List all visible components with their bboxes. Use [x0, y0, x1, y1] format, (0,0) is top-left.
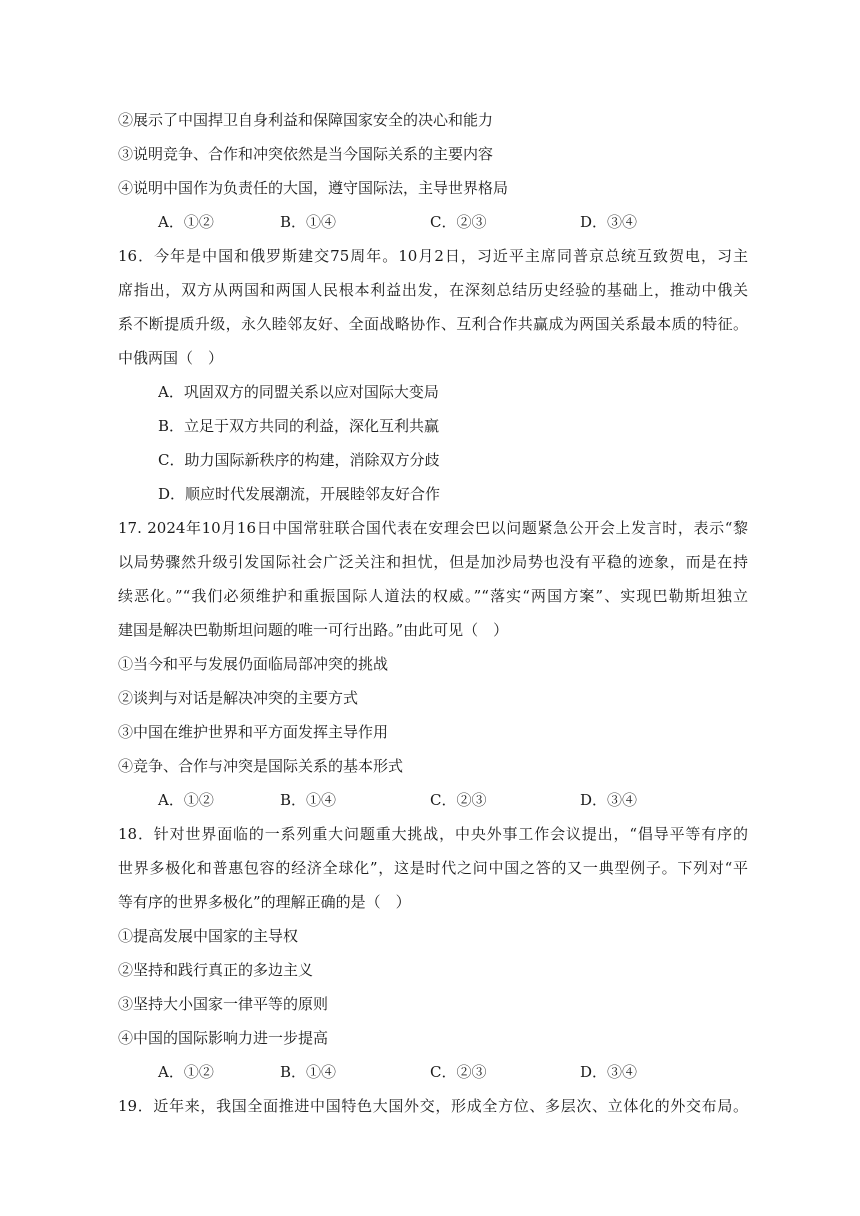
q18-option-c: C．②③ [430, 1063, 487, 1081]
q17-stem-line-4: 建国是解决巴勒斯坦问题的唯一可行出路。”由此可见（ ） [118, 621, 509, 639]
q17-stem-line-1: 17. 2024年10月16日中国常驻联合国代表在安理会巴以问题紧急公开会上发言时，表示“黎 [118, 519, 748, 537]
q17-stem-line-2: 以局势骤然升级引发国际社会广泛关注和担忧，但是加沙局势也没有平稳的迹象，而是在持 [118, 553, 748, 571]
q17-option-d: D．③④ [580, 791, 638, 809]
q18-item-3: ③坚持大小国家一律平等的原则 [118, 995, 329, 1013]
q16-option-d: D．顺应时代发展潮流，开展睦邻友好合作 [158, 485, 441, 503]
q18-item-4: ④中国的国际影响力进一步提高 [118, 1029, 329, 1047]
q15-item-3: ③说明竞争、合作和冲突依然是当今国际关系的主要内容 [118, 145, 494, 163]
q16-option-b: B．立足于双方共同的利益，深化互利共赢 [158, 417, 440, 435]
q16-option-a: A．巩固双方的同盟关系以应对国际大变局 [158, 383, 439, 401]
q18-stem-line-1: 18．针对世界面临的一系列重大问题重大挑战，中央外事工作会议提出，“倡导平等有序的 [118, 825, 748, 843]
q17-option-b: B．①④ [280, 791, 337, 809]
q15-option-d: D．③④ [580, 213, 638, 231]
q17-item-4: ④竞争、合作与冲突是国际关系的基本形式 [118, 757, 404, 775]
q18-option-b: B．①④ [280, 1063, 337, 1081]
q15-item-4: ④说明中国作为负责任的大国，遵守国际法，主导世界格局 [118, 179, 509, 197]
q18-item-1: ①提高发展中国家的主导权 [118, 927, 299, 945]
q19-stem-line-1: 19．近年来，我国全面推进中国特色大国外交，形成全方位、多层次、立体化的外交布局。 [118, 1097, 748, 1115]
q17-option-a: A．①② [158, 791, 214, 809]
q17-item-1: ①当今和平与发展仍面临局部冲突的挑战 [118, 655, 389, 673]
q16-stem-line-2: 席指出，双方从两国和两国人民根本利益出发，在深刻总结历史经验的基础上，推动中俄关 [118, 281, 748, 299]
q18-stem-line-3: 等有序的世界多极化”的理解正确的是（ ） [118, 893, 411, 911]
q17-option-c: C．②③ [430, 791, 487, 809]
q18-stem-line-2: 世界多极化和普惠包容的经济全球化”，这是时代之问中国之答的又一典型例子。下列对“平 [118, 859, 748, 877]
q15-option-c: C．②③ [430, 213, 487, 231]
q16-stem-line-3: 系不断提质升级，永久睦邻友好、全面战略协作、互利合作共赢成为两国关系最本质的特征。 [118, 315, 748, 333]
q17-item-2: ②谈判与对话是解决冲突的主要方式 [118, 689, 359, 707]
q16-stem-line-4: 中俄两国（ ） [118, 349, 224, 367]
q18-option-a: A．①② [158, 1063, 214, 1081]
q18-option-d: D．③④ [580, 1063, 638, 1081]
q18-item-2: ②坚持和践行真正的多边主义 [118, 961, 314, 979]
q15-option-a: A．①② [158, 213, 214, 231]
q16-stem-line-1: 16．今年是中国和俄罗斯建交75周年。10月2日，习近平主席同普京总统互致贺电，习主 [118, 247, 748, 265]
q17-stem-line-3: 续恶化。”“我们必须维护和重振国际人道法的权威。”“落实“两国方案”、实现巴勒斯坦独立 [118, 587, 748, 605]
q15-item-2: ②展示了中国捍卫自身利益和保障国家安全的决心和能力 [118, 111, 494, 129]
q16-option-c: C．助力国际新秩序的构建，消除双方分歧 [158, 451, 440, 469]
q17-item-3: ③中国在维护世界和平方面发挥主导作用 [118, 723, 389, 741]
q15-option-b: B．①④ [280, 213, 337, 231]
